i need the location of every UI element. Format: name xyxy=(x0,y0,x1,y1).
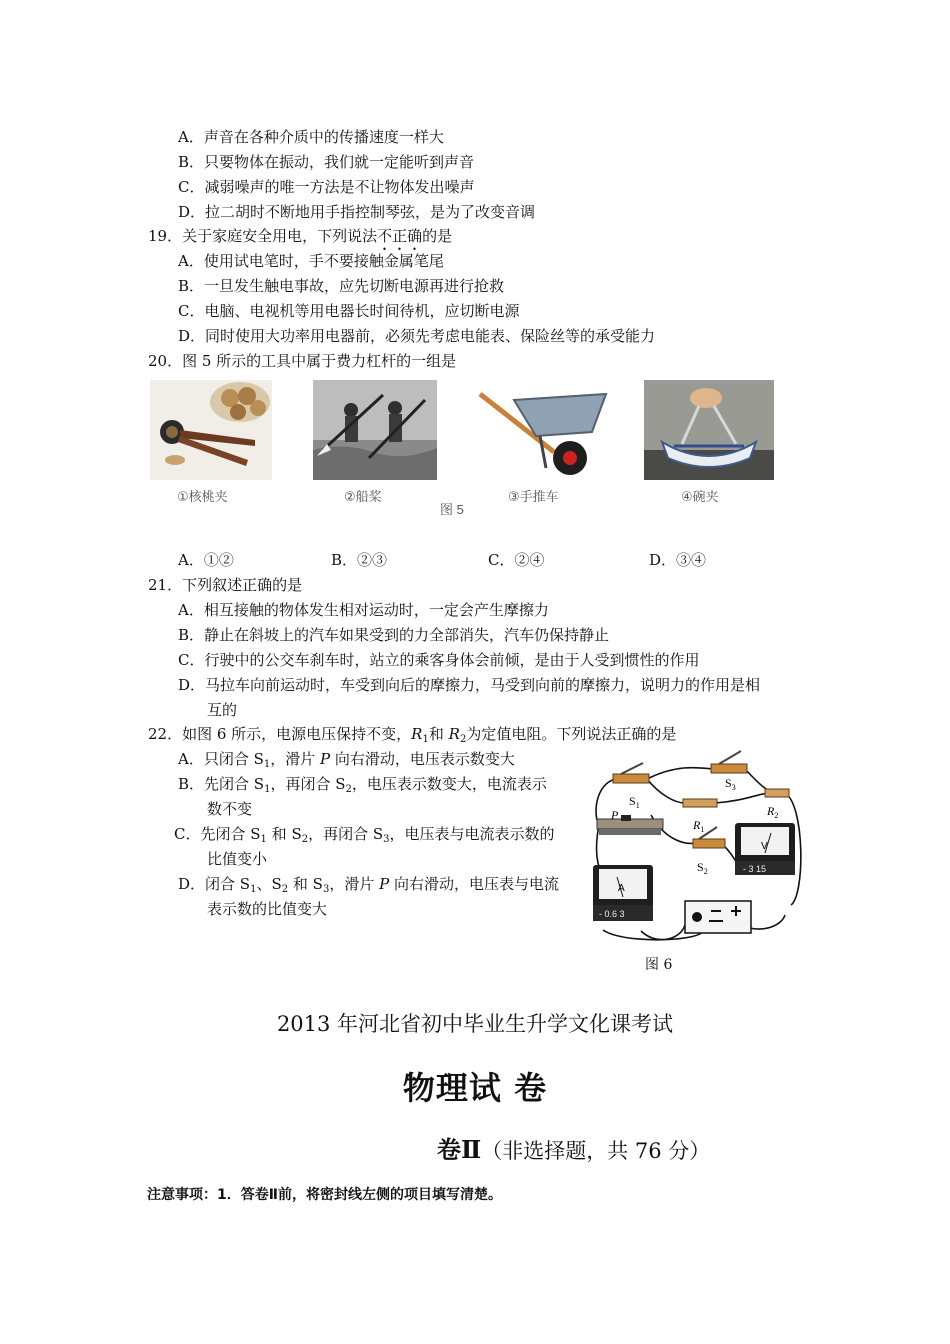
q21-option-c: C．行驶中的公交车刹车时，站立的乘客身体会前倾，是由于人受到惯性的作用 xyxy=(178,651,700,669)
q20-option-d: D．③④ xyxy=(649,551,707,569)
wheelbarrow-image xyxy=(474,380,610,480)
ammeter-symbol: A xyxy=(618,883,625,894)
q21-option-b: B．静止在斜坡上的汽车如果受到的力全部消失，汽车仍保持静止 xyxy=(178,626,610,644)
q22-stem: 22．如图 6 所示，电源电压保持不变，$R_1$和 $R_2$为定值电阻。下列说法正确的是 xyxy=(148,725,677,745)
s2-label: $S_2$ xyxy=(697,860,708,876)
q19-option-a: A．使用试电笔时，手不要接触金属笔尾 xyxy=(178,252,444,270)
q22-option-d-cont: 表示数的比值变大 xyxy=(207,900,328,918)
q19-option-b: B．一旦发生触电事故，应先切断电源再进行抢救 xyxy=(178,277,505,295)
q18-option-a: A．声音在各种介质中的传播速度一样大 xyxy=(178,128,444,146)
ammeter-terminals: - 0.6 3 xyxy=(599,909,625,919)
part-title: 卷Ⅱ（非选择题，共 76 分） xyxy=(437,1135,711,1164)
q22-option-c-cont: 比值变小 xyxy=(207,850,268,868)
voltmeter-terminals: - 3 15 xyxy=(743,864,767,874)
circuit-diagram xyxy=(585,745,810,945)
r1-label: $R_1$ xyxy=(693,818,705,834)
q20-option-c: C．②④ xyxy=(488,551,545,569)
q18-option-d: D．拉二胡时不断地用手指控制琴弦，是为了改变音调 xyxy=(178,203,536,221)
fig5-caption-4: ④碗夹 xyxy=(681,489,719,504)
q20-option-a: A．①② xyxy=(178,551,234,569)
s1-label: $S_1$ xyxy=(629,794,640,810)
q22-option-a: A．只闭合 $S_1$，滑片 P 向右滑动，电压表示数变大 xyxy=(178,750,515,770)
q20-option-b: B．②③ xyxy=(331,551,388,569)
q19-stem: 19．关于家庭安全用电，下列说法不正确的是 xyxy=(148,227,453,245)
q21-option-d: D．马拉车向前运动时，车受到向后的摩擦力，马受到向前的摩擦力，说明力的作用是相 xyxy=(178,676,761,694)
s3-label: $S_3$ xyxy=(725,776,736,792)
q22-option-b: B．先闭合 $S_1$，再闭合 $S_2$，电压表示数变大，电流表示 xyxy=(178,775,547,795)
fig5-caption-3: ③手推车 xyxy=(508,489,559,504)
fig6-label: 图 6 xyxy=(645,957,673,973)
r2-label: $R_2$ xyxy=(767,804,779,820)
q18-option-b: B．只要物体在振动，我们就一定能听到声音 xyxy=(178,153,475,171)
p-label: P xyxy=(611,808,619,822)
rowing-image xyxy=(313,380,437,480)
q22-option-c: C．先闭合 $S_1$ 和 $S_2$，再闭合 $S_3$，电压表与电流表示数的 xyxy=(174,825,555,845)
walnut-cracker-image xyxy=(150,380,272,480)
voltmeter-symbol: V xyxy=(761,841,768,852)
fig5-label: 图 5 xyxy=(440,502,464,517)
q22-option-d: D．闭合 $S_1$、$S_2$ 和 $S_3$，滑片 P 向右滑动，电压表与电流 xyxy=(178,875,559,895)
subject-title: 物理试 卷 xyxy=(402,1069,548,1107)
q22-option-b-cont: 数不变 xyxy=(207,800,253,818)
q21-stem: 21．下列叙述正确的是 xyxy=(148,576,303,594)
notice: 注意事项：1．答卷Ⅱ前，将密封线左侧的项目填写清楚。 xyxy=(147,1187,502,1203)
bowl-clamp-image xyxy=(644,380,774,480)
fig5-caption-1: ①核桃夹 xyxy=(177,489,228,504)
q21-option-a: A．相互接触的物体发生相对运动时，一定会产生摩擦力 xyxy=(178,601,549,619)
q21-option-d-cont: 互的 xyxy=(207,701,238,719)
fig5-caption-2: ②船桨 xyxy=(344,489,382,504)
q19-option-c: C．电脑、电视机等用电器长时间待机，应切断电源 xyxy=(178,302,520,320)
q19-option-d: D．同时使用大功率用电器前，必须先考虑电能表、保险丝等的承受能力 xyxy=(178,327,656,345)
exam-title: 2013 年河北省初中毕业生升学文化课考试 xyxy=(276,1012,674,1036)
q18-option-c: C．减弱噪声的唯一方法是不让物体发出噪声 xyxy=(178,178,475,196)
q20-stem: 20．图 5 所示的工具中属于费力杠杆的一组是 xyxy=(148,352,457,370)
